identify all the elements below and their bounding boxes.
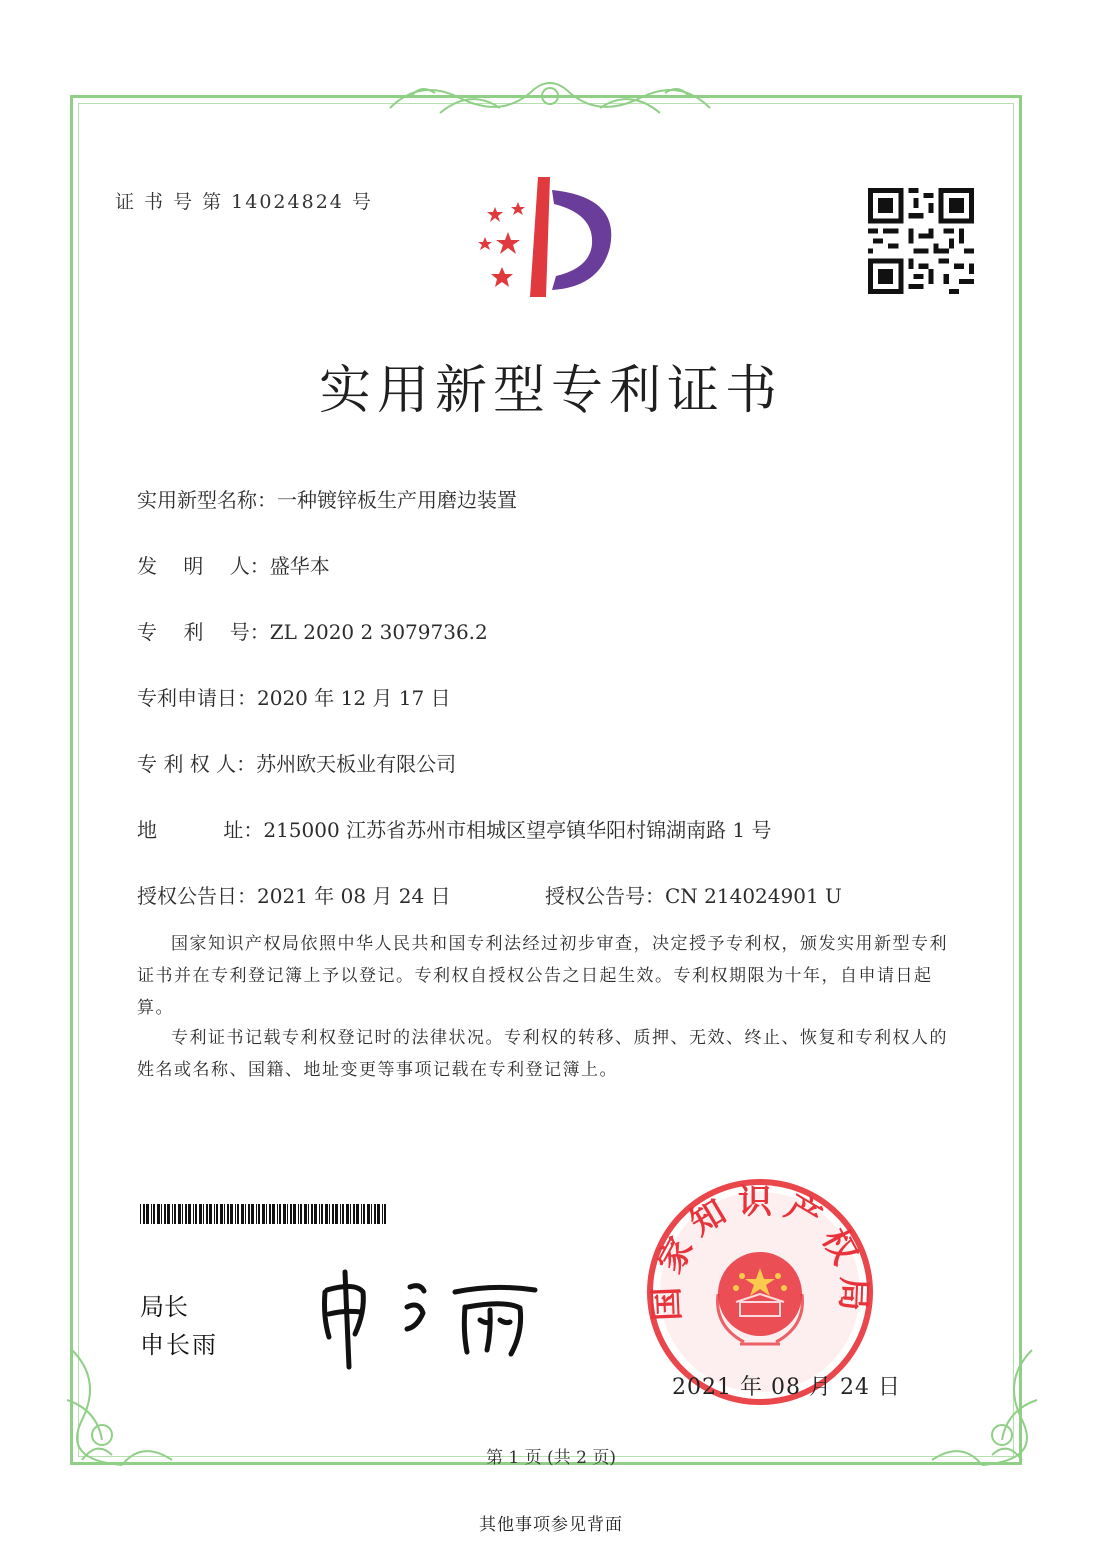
field-label: 专 利 权 人： (137, 752, 257, 776)
field-label: 专 利 号： (137, 620, 270, 644)
field-value: 2020 年 12 月 17 日 (257, 686, 451, 710)
field-label: 实用新型名称： (137, 488, 277, 512)
seal-date: 2021 年 08 月 24 日 (672, 1375, 901, 1400)
top-ornament-icon (380, 68, 720, 123)
field-utility-model-name (137, 484, 517, 513)
director-title: 局长 (140, 1293, 188, 1321)
seal-text: 国家知识产权局 (646, 1182, 874, 1322)
field-value: 一种镀锌板生产用磨边装置 (277, 488, 517, 512)
field-value: 2021 年 08 月 24 日 (257, 884, 451, 908)
field-inventor (137, 550, 330, 579)
legal-paragraph-1: 国家知识产权局依照中华人民共和国专利法经过初步审查，决定授予专利权，颁发实用新型专利证书并在专利登记簿上予以登记。专利权自授权公告之日起生效。专利权期限为十年，自申请日起算。 (137, 934, 948, 1018)
field-label: 发 明 人： (137, 554, 270, 578)
legal-paragraph-2: 专利证书记载专利权登记时的法律状况。专利权的转移、质押、无效、终止、恢复和专利权人的姓名或名称、国籍、地址变更等事项记载在专利登记簿上。 (137, 1028, 948, 1080)
field-value: ZL 2020 2 3079736.2 (269, 620, 488, 644)
field-filing-date (137, 682, 451, 711)
field-grant-date (137, 880, 451, 909)
certificate-number: 证 书 号 第 14024824 号 (115, 191, 373, 213)
patent-office-logo-icon (460, 172, 630, 302)
director-name: 申长雨 (140, 1331, 218, 1359)
director-signature (315, 1262, 555, 1372)
field-address (137, 814, 772, 843)
field-value: 215000 江苏省苏州市相城区望亭镇华阳村锦湖南路 1 号 (263, 818, 772, 842)
page-indicator: 第 1 页 (共 2 页) (486, 1448, 616, 1468)
field-value: 盛华本 (269, 554, 330, 578)
field-value: CN 214024901 U (665, 884, 842, 908)
barcode-icon (140, 1204, 390, 1224)
field-grant-number (545, 880, 842, 909)
footer-note: 其他事项参见背面 (479, 1515, 623, 1535)
qr-code-icon (868, 188, 974, 294)
field-label: 授权公告日： (137, 884, 257, 908)
field-patent-number (137, 616, 488, 645)
field-label: 地 址： (137, 818, 264, 842)
field-value: 苏州欧天板业有限公司 (256, 752, 457, 776)
field-patentee (137, 748, 456, 777)
field-label: 授权公告号： (545, 884, 665, 908)
field-label: 专利申请日： (137, 686, 257, 710)
certificate-title: 实用新型专利证书 (318, 361, 783, 421)
